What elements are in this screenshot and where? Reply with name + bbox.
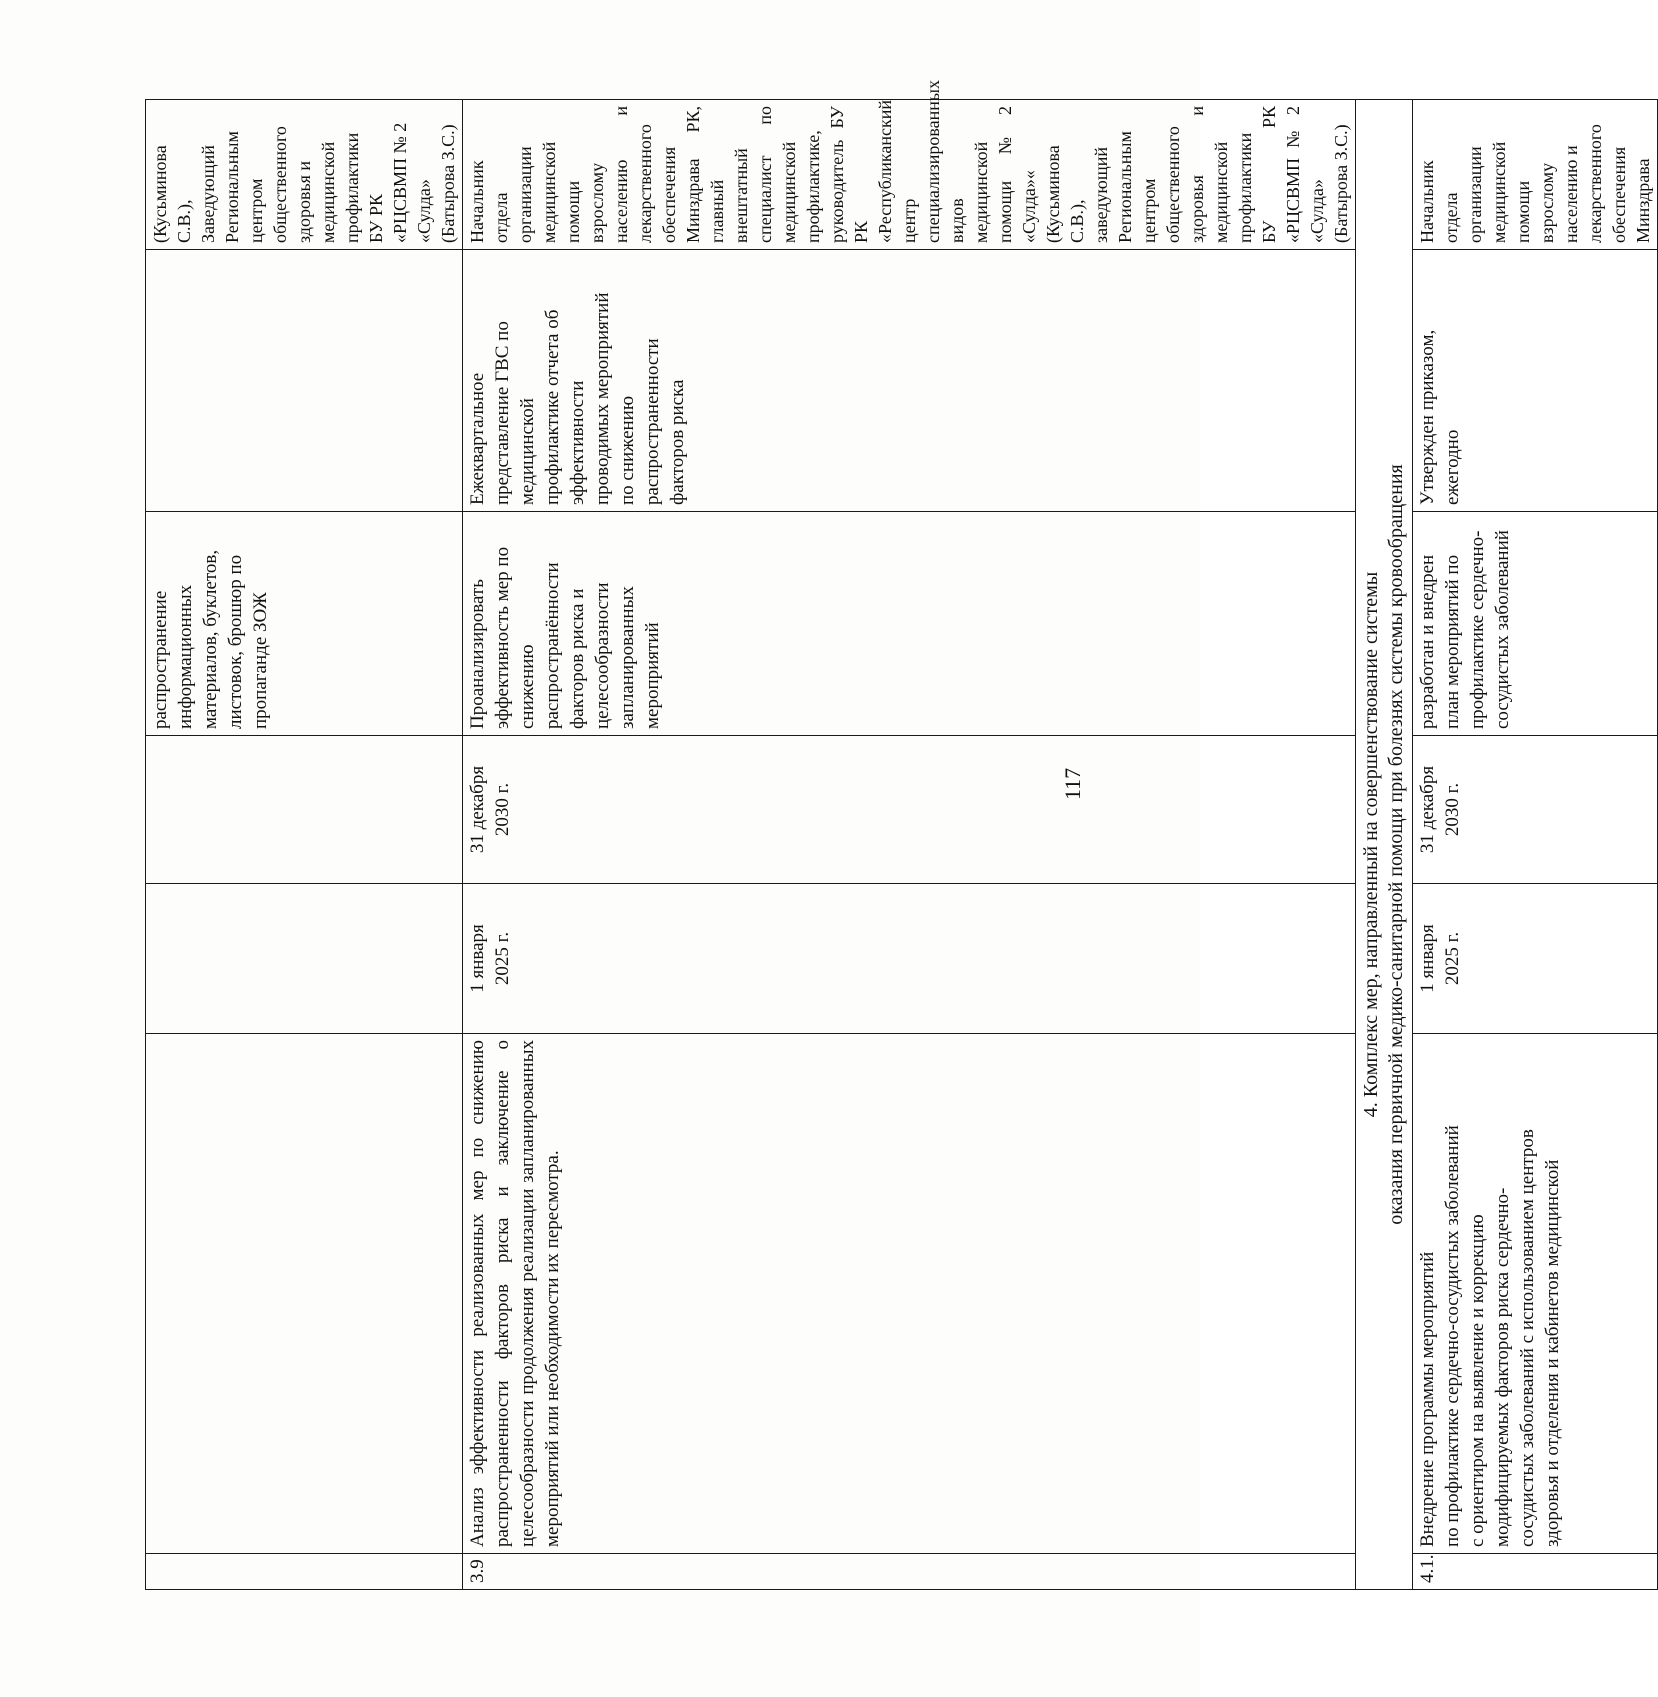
table-row-continuation: [146, 100, 463, 1590]
cell-measure: [146, 1034, 463, 1554]
cell-start: 1 января 2025 г.: [463, 884, 1356, 1034]
cell-responsible: Начальник отдела организации медицинской помощи взрослому населению и лекарственного обеспечения Минздрава: [1413, 100, 1658, 250]
cell-end: 31 декабря 2030 г.: [1413, 736, 1658, 884]
section-header-row: [1356, 100, 1413, 1590]
cell-number: [146, 1554, 463, 1590]
cell-start: 1 января 2025 г.: [1413, 884, 1658, 1034]
cell-result: распространение информационных материалов, буклетов, листовок, брошюр по пропаганде ЗОЖ: [146, 512, 463, 736]
cell-result: разработан и внедрен план мероприятий по профилактике сердечно- сосудистых заболеваний: [1413, 512, 1658, 736]
cell-end: 31 декабря 2030 г.: [463, 736, 1356, 884]
table-row-3-9: [463, 100, 1356, 1590]
section-4-line-2: оказания первичной медико-санитарной помощи при болезнях системы кровообращения: [1385, 464, 1407, 1225]
cell-number: 4.1.: [1413, 1554, 1658, 1590]
cell-control: Утвержден приказом, ежегодно: [1413, 250, 1658, 512]
cell-result: Проанализировать эффективность мер по снижению распространённости факторов риска и целесообразности запланированных мероприятий: [463, 512, 1356, 736]
cell-responsible: (Кусьминова С.В.), Заведующий Региональным центром общественного здоровья и медицинской профилактики БУ РК «РЦСВМП № 2 «Сулда» (Батырова З.С.): [146, 100, 463, 250]
page-number: 117: [1060, 767, 1085, 800]
section-4-line-1: 4. Комплекс мер, направленный на совершенствование системы: [1360, 571, 1382, 1118]
measures-table: [145, 80, 1658, 1590]
cell-number: 3.9: [463, 1554, 1356, 1590]
cell-responsible: Начальник отдела организации медицинской помощи взрослому населению и лекарственного обеспечения Минздрава РК, главный внештатный специалист по медицинской профилактике, руководитель БУ РК «Республиканский центр специализированных видов медицинской помощи №2 «Сулда»« (Кусьминова С.В.), заведующий Региональным центром общественного здоровья и медицинской профилактики БУ РК «РЦСВМП № 2 «Сулда» (Батырова З.С.): [463, 100, 1356, 250]
cell-measure: Внедрение программы мероприятий по профилактике сердечно-сосудистых заболеваний с ориентиром на выявление и коррекцию модифицируемых факторов риска сердечно- сосудистых заболеваний с использованием центров здоровья и отделения и кабинетов медицинской: [1413, 1034, 1658, 1554]
cell-start: [146, 884, 463, 1034]
section-4-title: [1356, 100, 1413, 1590]
cell-measure: Анализ эффективности реализованных мер по снижению распространенности факторов риска и заключение о целесообразности продолжения реализации запланированных мероприятий или необходимости их пересмотра.: [463, 1034, 1356, 1554]
cell-control: Ежеквартальное представление ГВС по медицинской профилактике отчета об эффективности проводимых мероприятий по снижению распространенности факторов риска: [463, 250, 1356, 512]
cell-end: [146, 736, 463, 884]
cell-control: [146, 250, 463, 512]
table-row-4-1: [1413, 100, 1658, 1590]
